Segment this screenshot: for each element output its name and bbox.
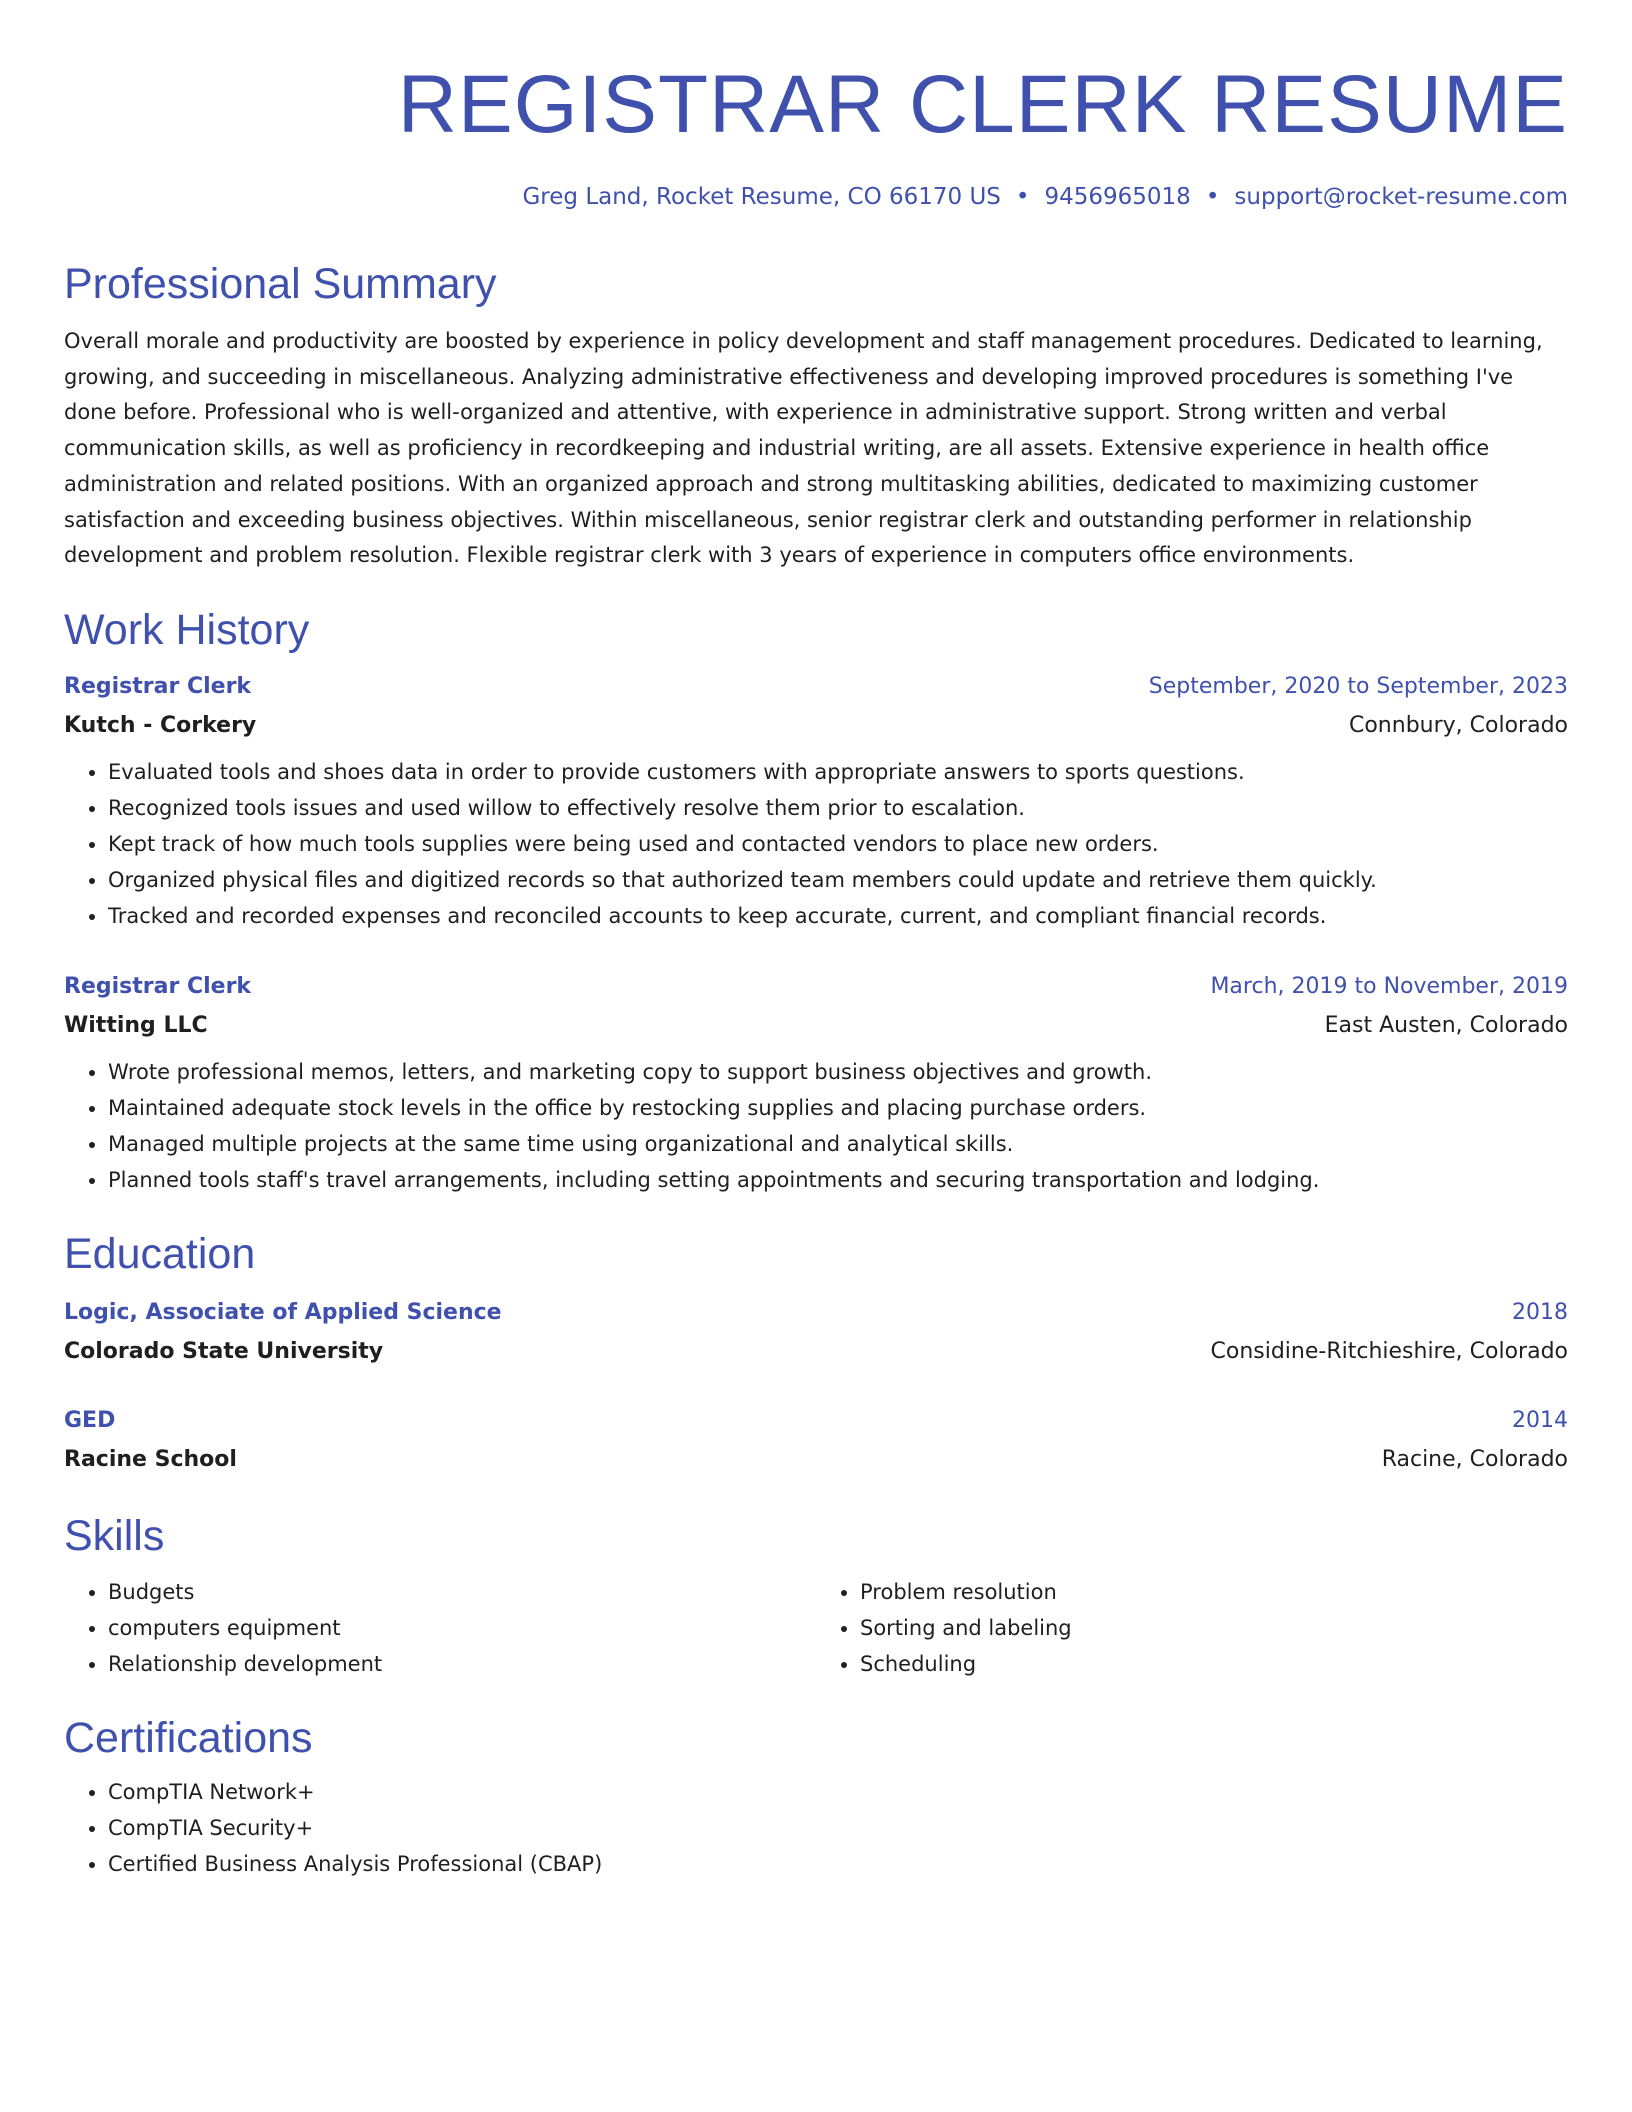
contact-email: support@rocket-resume.com	[1234, 184, 1568, 210]
job-entry	[64, 668, 1568, 934]
education-heading: Education	[64, 1229, 256, 1278]
certifications-list	[64, 1774, 1568, 1882]
skills-grid	[64, 1574, 1568, 1682]
job-bullet: • Kept track of how much tools supplies were being used and contacted vendors to place new orders.	[108, 826, 1568, 862]
skill-item: • computers equipment	[108, 1610, 816, 1646]
education-entry	[64, 1402, 1568, 1480]
job-bullet: • Wrote professional memos, letters, and marketing copy to support business objectives and growth.	[108, 1054, 1568, 1090]
skill-item: • Scheduling	[860, 1646, 1568, 1682]
job-location: East Austen, Colorado	[1324, 1012, 1568, 1038]
certifications-heading: Certifications	[64, 1713, 313, 1762]
education-year: 2018	[1512, 1299, 1568, 1325]
contact-separator: •	[1205, 184, 1220, 210]
education-degree: GED	[64, 1407, 116, 1433]
job-bullet: • Maintained adequate stock levels in the office by restocking supplies and placing purchase orders.	[108, 1090, 1568, 1126]
job-location: Connbury, Colorado	[1348, 712, 1568, 738]
certification-item: • CompTIA Security+	[108, 1810, 1568, 1846]
skills-column-left	[64, 1574, 816, 1682]
job-bullet: • Evaluated tools and shoes data in order to provide customers with appropriate answers to sports questions.	[108, 754, 1568, 790]
skills-section	[64, 1508, 1568, 1682]
education-location: Considine-Ritchieshire, Colorado	[1210, 1338, 1568, 1364]
skills-column-right	[816, 1574, 1568, 1682]
summary-text: Overall morale and productivity are boosted by experience in policy development and staff management procedures. Dedicated to learning, growing, and succeeding in miscellaneous. Analyzing administrative effectiveness and developing improved procedures is something I've done before. Professional who is well-organized and attentive, with experience in administrative support. Strong written and verbal communication skills, as well as proficiency in recordkeeping and industrial writing, are all assets. Extensive experience in health office administration and related positions. With an organized approach and strong multitasking abilities, dedicated to maximizing customer satisfaction and exceeding business objectives. Within miscellaneous, senior registrar clerk and outstanding performer in relationship development and problem resolution. Flexible registrar clerk with 3 years of experience in computers office environments.	[64, 329, 1543, 568]
education-degree: Logic, Associate of Applied Science	[64, 1299, 502, 1325]
skill-item: • Budgets	[108, 1574, 816, 1610]
job-company: Kutch - Corkery	[64, 712, 257, 738]
contact-separator: •	[1015, 184, 1030, 210]
skills-heading: Skills	[64, 1511, 165, 1560]
job-title: Registrar Clerk	[64, 973, 252, 999]
summary-heading: Professional Summary	[64, 260, 497, 308]
contact-phone: 9456965018	[1044, 184, 1191, 210]
skill-item: • Sorting and labeling	[860, 1610, 1568, 1646]
job-title: Registrar Clerk	[64, 673, 252, 699]
education-location: Racine, Colorado	[1381, 1446, 1568, 1472]
education-entry	[64, 1294, 1568, 1372]
education-school: Colorado State University	[64, 1338, 384, 1364]
job-bullets	[64, 1054, 1568, 1198]
skill-item: • Relationship development	[108, 1646, 816, 1682]
certification-item: • CompTIA Network+	[108, 1774, 1568, 1810]
education-section	[64, 1226, 1568, 1480]
job-bullet: • Planned tools staff's travel arrangements, including setting appointments and securing transportation and lodging.	[108, 1162, 1568, 1198]
certification-item: • Certified Business Analysis Professional (CBAP)	[108, 1846, 1568, 1882]
job-bullets	[64, 754, 1568, 934]
job-company: Witting LLC	[64, 1012, 208, 1038]
education-year: 2014	[1512, 1407, 1568, 1433]
job-dates: March, 2019 to November, 2019	[1210, 973, 1568, 999]
skill-item: • Problem resolution	[860, 1574, 1568, 1610]
job-bullet: • Tracked and recorded expenses and reconciled accounts to keep accurate, current, and compliant financial records.	[108, 898, 1568, 934]
job-bullet: • Managed multiple projects at the same time using organizational and analytical skills.	[108, 1126, 1568, 1162]
certifications-section	[64, 1710, 1568, 1882]
job-bullet: • Organized physical files and digitized records so that authorized team members could update and retrieve them quickly.	[108, 862, 1568, 898]
work-history-heading: Work History	[64, 605, 310, 654]
work-history-section	[64, 602, 1568, 1198]
job-dates: September, 2020 to September, 2023	[1148, 673, 1568, 699]
job-entry	[64, 968, 1568, 1198]
contact-address: Greg Land, Rocket Resume, CO 66170 US	[522, 184, 1001, 210]
resume-title: REGISTRAR CLERK RESUME	[397, 59, 1568, 150]
education-school: Racine School	[64, 1446, 237, 1472]
job-bullet: • Recognized tools issues and used willow to effectively resolve them prior to escalation.	[108, 790, 1568, 826]
contact-line	[64, 182, 1568, 212]
